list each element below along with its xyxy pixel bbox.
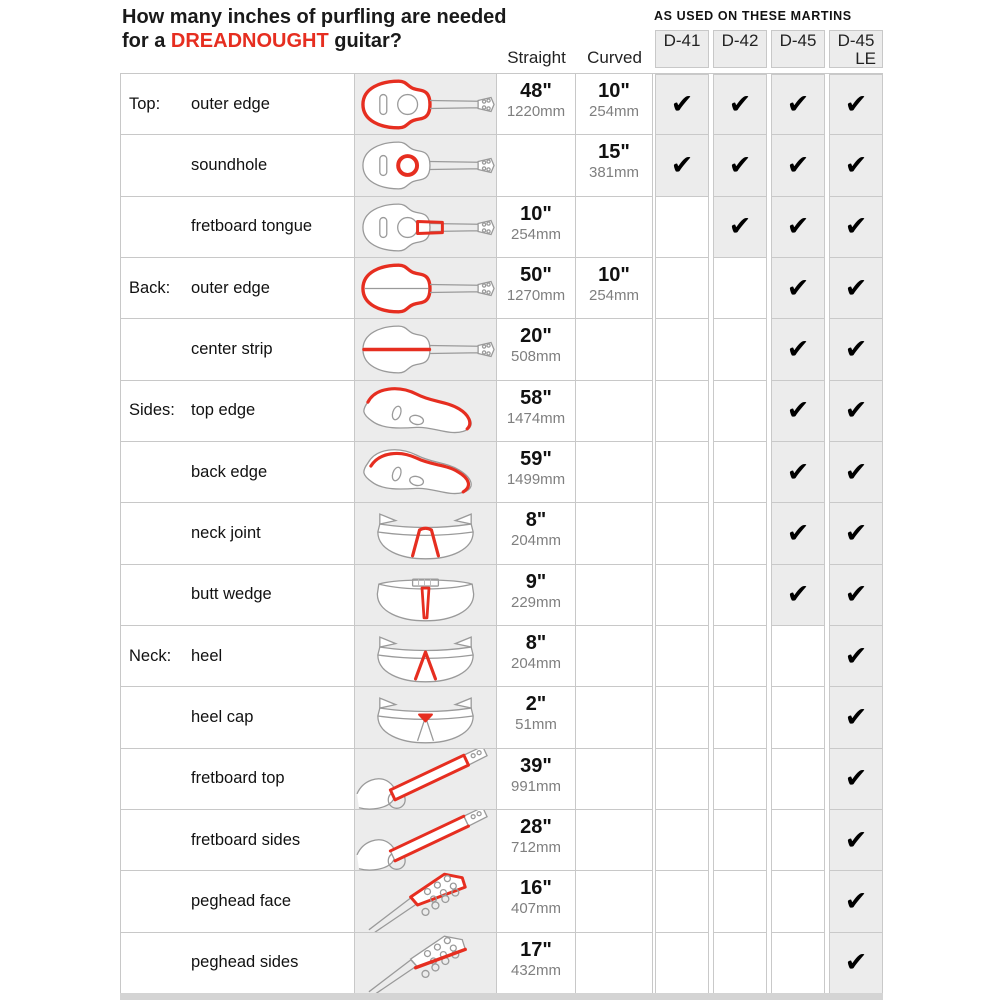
part-label-cell (120, 687, 355, 748)
table-row (120, 565, 883, 626)
part-label-cell (120, 381, 355, 442)
check-icon: ✔ (786, 211, 810, 243)
row-part-label: top edge (191, 401, 256, 420)
table-row (120, 319, 883, 380)
straight-mm: 712mm (510, 838, 562, 856)
row-part-label: center strip (191, 339, 273, 358)
straight-measurement-cell (497, 810, 576, 871)
straight-inches: 48" (520, 80, 552, 102)
table-row (120, 810, 883, 871)
model-check-cell (771, 687, 825, 748)
model-check-cell (771, 503, 825, 564)
model-header-d-41: D-41 (655, 30, 709, 68)
model-header-d-45-le: D-45 LE (829, 30, 883, 68)
check-icon: ✔ (844, 395, 868, 427)
model-check-cell (655, 871, 709, 932)
row-part-label: outer edge (191, 94, 270, 113)
curved-measurement-cell (576, 871, 653, 932)
peghead-face-illustration (355, 871, 497, 932)
side-top-edge-illustration (355, 381, 497, 442)
model-check-cell (829, 871, 883, 932)
curved-measurement-cell (576, 687, 653, 748)
straight-measurement-cell (497, 319, 576, 380)
model-check-cell (829, 319, 883, 380)
model-check-cell (655, 74, 709, 135)
curved-mm: 381mm (588, 164, 640, 182)
check-icon: ✔ (844, 89, 868, 121)
model-check-cell (713, 626, 767, 687)
straight-measurement-cell (497, 442, 576, 503)
curved-measurement-cell (576, 258, 653, 319)
model-check-cell (771, 74, 825, 135)
check-icon: ✔ (844, 579, 868, 611)
purfling-table (120, 73, 883, 994)
straight-inches: 59" (520, 447, 552, 470)
straight-inches: 20" (520, 325, 552, 348)
straight-measurement-cell (497, 503, 576, 564)
curved-mm: 254mm (588, 286, 640, 304)
row-part-label: peghead sides (191, 953, 299, 972)
straight-inches: 10" (520, 202, 552, 225)
model-check-cell (829, 74, 883, 135)
model-check-cell (655, 933, 709, 994)
model-check-cell (771, 319, 825, 380)
model-check-cell (655, 135, 709, 196)
table-row (120, 687, 883, 748)
table-row (120, 442, 883, 503)
straight-inches: 9" (525, 570, 547, 593)
page-title (122, 5, 507, 53)
curved-column-header: Curved (587, 48, 642, 67)
model-check-cell (655, 503, 709, 564)
model-check-cell (829, 565, 883, 626)
model-check-cell (655, 197, 709, 258)
check-icon: ✔ (786, 272, 810, 304)
check-icon: ✔ (786, 395, 810, 427)
check-icon: ✔ (728, 89, 752, 121)
straight-mm: 1474mm (506, 409, 566, 427)
row-group-label: Back: (129, 278, 171, 297)
heel-cap-illustration (355, 687, 497, 748)
straight-inches: 8" (525, 631, 547, 654)
table-row (120, 258, 883, 319)
check-icon: ✔ (844, 211, 868, 243)
model-check-cell (771, 871, 825, 932)
curved-inches: 10" (598, 263, 630, 286)
straight-mm: 432mm (510, 961, 562, 979)
model-check-cell (655, 687, 709, 748)
model-check-cell (771, 135, 825, 196)
fretboard-sides-illustration (355, 810, 497, 871)
model-check-cell (713, 442, 767, 503)
model-check-cell (655, 319, 709, 380)
model-check-cell (713, 135, 767, 196)
table-row (120, 381, 883, 442)
model-check-cell (713, 503, 767, 564)
side-back-edge-illustration (355, 442, 497, 503)
table-row (120, 749, 883, 810)
martins-caption: AS USED ON THESE MARTINS (654, 9, 852, 23)
straight-measurement-cell (497, 749, 576, 810)
model-check-cell (713, 749, 767, 810)
check-icon: ✔ (786, 456, 810, 488)
model-check-cell (829, 135, 883, 196)
check-icon: ✔ (786, 149, 810, 181)
model-check-cell (771, 258, 825, 319)
straight-measurement-cell (497, 565, 576, 626)
curved-inches: 10" (598, 80, 630, 102)
check-icon: ✔ (844, 947, 868, 979)
curved-mm: 254mm (588, 103, 640, 120)
check-icon: ✔ (786, 89, 810, 121)
check-icon: ✔ (728, 149, 752, 181)
check-icon: ✔ (844, 456, 868, 488)
part-label-cell (120, 810, 355, 871)
table-row (120, 135, 883, 196)
straight-measurement-cell (497, 135, 576, 196)
straight-mm: 1270mm (506, 286, 566, 304)
model-check-cell (713, 74, 767, 135)
model-check-cell (829, 810, 883, 871)
part-label-cell (120, 135, 355, 196)
straight-mm: 991mm (510, 777, 562, 795)
model-check-cell (771, 933, 825, 994)
row-part-label: neck joint (191, 523, 261, 542)
curved-measurement-cell (576, 442, 653, 503)
row-part-label: butt wedge (191, 585, 272, 604)
straight-measurement-cell (497, 197, 576, 258)
straight-measurement-cell (497, 381, 576, 442)
curved-measurement-cell (576, 197, 653, 258)
model-check-cell (829, 258, 883, 319)
check-icon: ✔ (844, 272, 868, 304)
row-part-label: fretboard top (191, 769, 285, 788)
part-label-cell (120, 933, 355, 994)
check-icon: ✔ (728, 211, 752, 243)
straight-inches: 17" (520, 938, 552, 961)
model-check-cell (713, 871, 767, 932)
check-icon: ✔ (844, 701, 868, 733)
fretboard-top-illustration (355, 749, 497, 810)
check-icon: ✔ (844, 885, 868, 917)
straight-mm: 407mm (510, 900, 562, 918)
model-check-cell (713, 933, 767, 994)
row-part-label: heel cap (191, 707, 254, 726)
table-row (120, 197, 883, 258)
check-icon: ✔ (844, 640, 868, 672)
model-check-cell (713, 565, 767, 626)
part-label-cell (120, 197, 355, 258)
curved-measurement-cell (576, 74, 653, 135)
back-outer-edge-illustration (355, 258, 497, 319)
straight-inches: 8" (525, 509, 547, 532)
row-part-label: outer edge (191, 278, 270, 297)
straight-measurement-cell (497, 626, 576, 687)
row-part-label: back edge (191, 462, 268, 481)
model-check-cell (829, 197, 883, 258)
model-check-cell (829, 503, 883, 564)
model-check-cell (713, 687, 767, 748)
row-group-label: Top: (129, 94, 161, 113)
row-part-label: heel (191, 646, 223, 665)
row-part-label: fretboard tongue (191, 217, 313, 236)
straight-mm: 229mm (510, 593, 562, 611)
curved-measurement-cell (576, 565, 653, 626)
model-check-cell (829, 626, 883, 687)
check-icon: ✔ (786, 517, 810, 549)
straight-inches: 58" (520, 386, 552, 409)
heel-illustration (355, 626, 497, 687)
row-part-label: soundhole (191, 155, 268, 174)
check-icon: ✔ (786, 333, 810, 365)
row-group-label: Sides: (129, 401, 175, 420)
center-strip-illustration (355, 319, 497, 380)
part-label-cell (120, 503, 355, 564)
neck-joint-illustration (355, 503, 497, 564)
check-icon: ✔ (670, 149, 694, 181)
straight-mm: 1220mm (506, 103, 566, 120)
curved-measurement-cell (576, 319, 653, 380)
straight-column-header: Straight (507, 48, 566, 67)
top-outer-edge-illustration (355, 74, 497, 135)
check-icon: ✔ (844, 763, 868, 795)
part-label-cell (120, 442, 355, 503)
model-check-cell (655, 565, 709, 626)
straight-mm: 1499mm (506, 470, 566, 488)
model-check-cell (655, 749, 709, 810)
straight-measurement-cell (497, 74, 576, 135)
part-label-cell (120, 871, 355, 932)
straight-inches: 2" (525, 693, 547, 716)
straight-inches: 28" (520, 815, 552, 838)
part-label-cell (120, 319, 355, 380)
straight-measurement-cell (497, 933, 576, 994)
check-icon: ✔ (844, 824, 868, 856)
model-check-cell (655, 626, 709, 687)
table-row (120, 74, 883, 135)
model-check-cell (771, 565, 825, 626)
page-title-line2: for a DREADNOUGHT guitar? (122, 30, 403, 52)
model-check-cell (771, 810, 825, 871)
model-check-cell (713, 810, 767, 871)
straight-inches: 16" (520, 877, 552, 900)
model-check-cell (829, 749, 883, 810)
model-check-cell (829, 381, 883, 442)
curved-measurement-cell (576, 933, 653, 994)
dreadnought-highlight: DREADNOUGHT (170, 30, 329, 52)
curved-measurement-cell (576, 810, 653, 871)
check-icon: ✔ (786, 579, 810, 611)
curved-inches: 15" (598, 141, 630, 164)
model-check-cell (771, 749, 825, 810)
check-icon: ✔ (844, 149, 868, 181)
model-check-cell (713, 381, 767, 442)
table-row (120, 933, 883, 994)
curved-measurement-cell (576, 749, 653, 810)
straight-inches: 39" (520, 754, 552, 777)
check-icon: ✔ (844, 517, 868, 549)
part-label-cell (120, 626, 355, 687)
table-row (120, 871, 883, 932)
part-label-cell (120, 749, 355, 810)
soundhole-illustration (355, 135, 497, 196)
table-row (120, 503, 883, 564)
straight-inches: 50" (520, 263, 552, 286)
model-check-cell (829, 687, 883, 748)
straight-measurement-cell (497, 258, 576, 319)
butt-wedge-illustration (355, 565, 497, 626)
straight-mm: 204mm (510, 654, 562, 672)
model-check-cell (713, 258, 767, 319)
part-label-cell (120, 258, 355, 319)
model-check-cell (771, 626, 825, 687)
straight-mm: 508mm (510, 348, 562, 366)
model-header-d-45: D-45 (771, 30, 825, 68)
straight-measurement-cell (497, 687, 576, 748)
table-row (120, 626, 883, 687)
table-bottom-edge (120, 993, 883, 1000)
model-check-cell (713, 197, 767, 258)
check-icon: ✔ (670, 89, 694, 121)
model-check-cell (771, 442, 825, 503)
fretboard-tongue-illustration (355, 197, 497, 258)
model-check-cell (771, 381, 825, 442)
peghead-sides-illustration (355, 933, 497, 994)
model-check-cell (829, 933, 883, 994)
curved-measurement-cell (576, 626, 653, 687)
model-header-d-42: D-42 (713, 30, 767, 68)
model-check-cell (771, 197, 825, 258)
curved-measurement-cell (576, 503, 653, 564)
model-check-cell (829, 442, 883, 503)
row-group-label: Neck: (129, 646, 172, 665)
model-check-cell (655, 381, 709, 442)
part-label-cell (120, 565, 355, 626)
model-check-cell (713, 319, 767, 380)
curved-measurement-cell (576, 381, 653, 442)
part-label-cell (120, 74, 355, 135)
row-part-label: fretboard sides (191, 830, 301, 849)
straight-mm: 204mm (510, 532, 562, 550)
straight-measurement-cell (497, 871, 576, 932)
page-title-line1: How many inches of purfling are needed (122, 6, 507, 28)
row-part-label: peghead face (191, 891, 292, 910)
model-check-cell (655, 810, 709, 871)
curved-measurement-cell (576, 135, 653, 196)
check-icon: ✔ (844, 333, 868, 365)
model-check-cell (655, 258, 709, 319)
straight-mm: 254mm (510, 225, 562, 243)
straight-mm: 51mm (515, 716, 557, 734)
model-check-cell (655, 442, 709, 503)
